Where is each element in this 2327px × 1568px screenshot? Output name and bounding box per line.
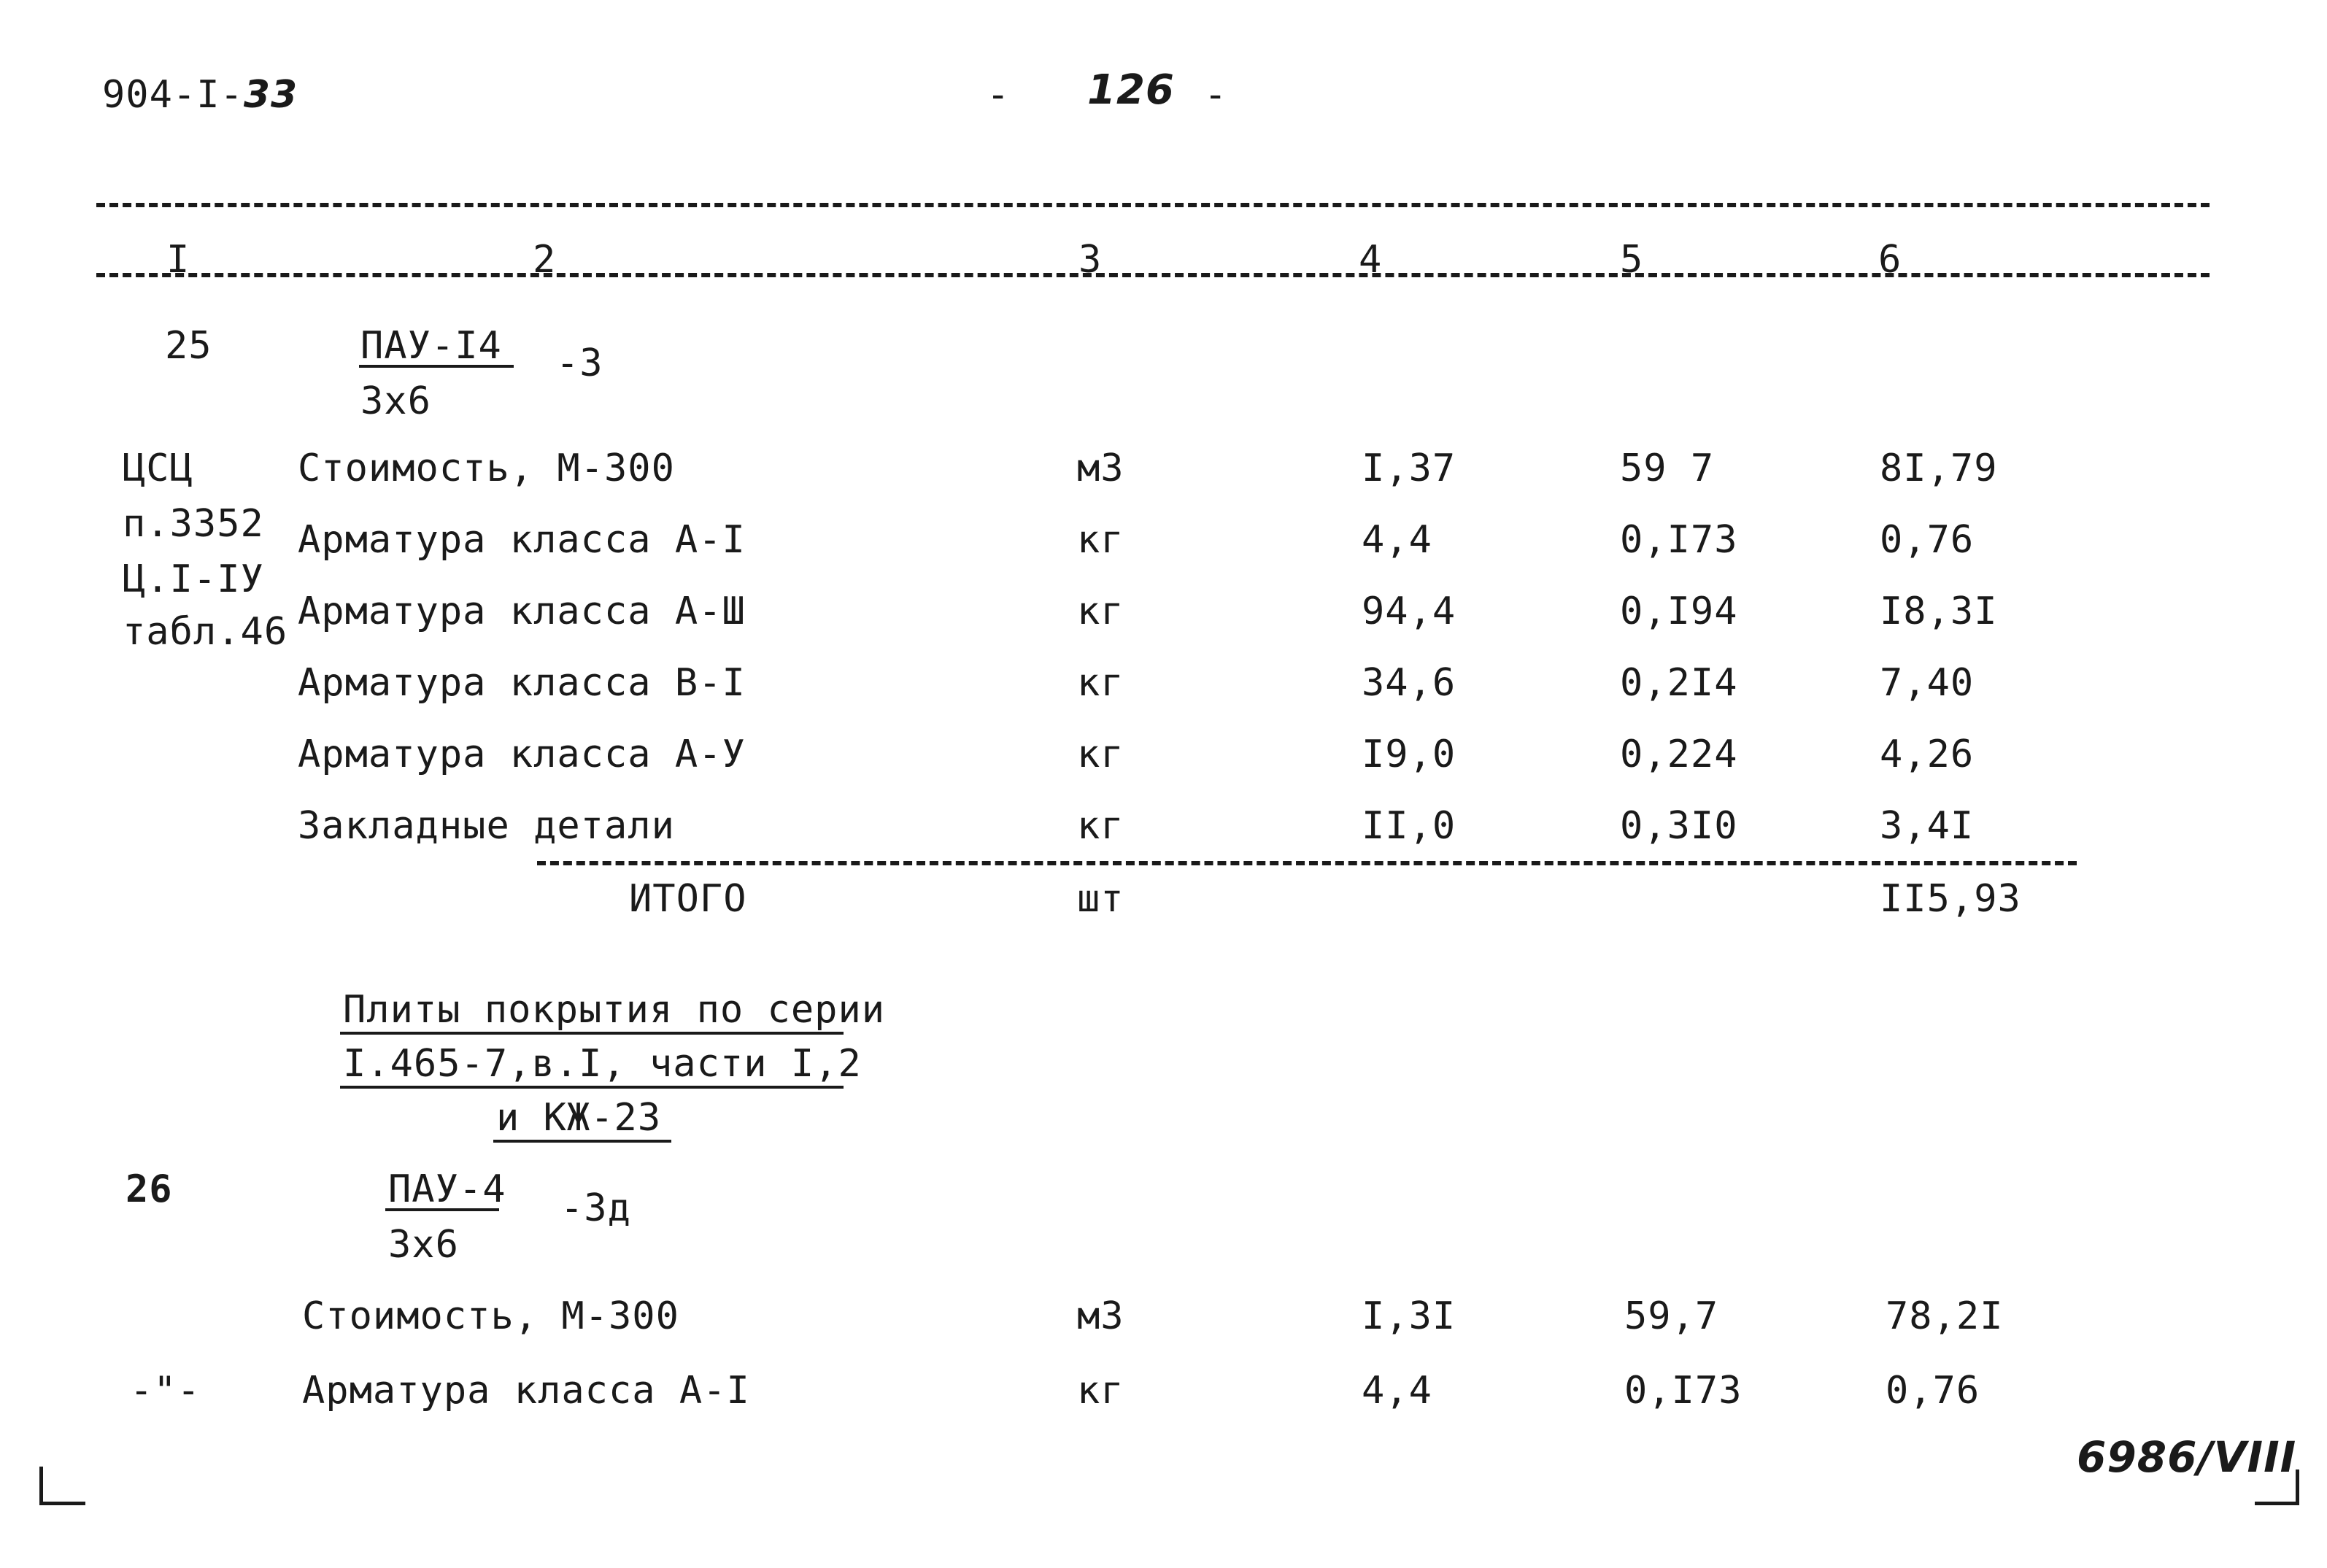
item-25-row-1-qty: I,37 [1362,447,1456,490]
item-25-row-2-unit: кг [1077,518,1124,562]
item-26-row-2-price: 0,I73 [1624,1369,1743,1413]
item-26-mark-bottom: 3х6 [388,1223,459,1267]
item-25-row-6-unit: кг [1077,804,1124,848]
archive-stamp: 6986/VIII [2077,1432,2297,1482]
item-25-total-unit: шт [1077,877,1124,921]
item-26-row-2-qty: 4,4 [1362,1369,1432,1413]
document-code-handwritten: 33 [243,73,298,117]
item-25-row-5-price: 0,224 [1620,733,1738,776]
item-26-row-1-price: 59,7 [1624,1294,1719,1338]
item-25-row-6-name: Закладные детали [298,804,675,848]
item-25-row-3-qty: 94,4 [1362,590,1456,633]
item-25-mark-suffix: -3 [556,341,603,385]
header-rule-top [96,203,2210,207]
column-header-5: 5 [1620,238,1644,282]
item-25-row-1-total: 8I,79 [1880,447,1998,490]
column-header-6: 6 [1878,238,1902,282]
item-26-ditto-mark: -"- [130,1369,201,1413]
item-25-row-2-qty: 4,4 [1362,518,1432,562]
item-25-reference-line-3: Ц.I-IУ [123,557,264,601]
section-heading-line-3: и КЖ-23 [496,1096,662,1140]
item-25-row-4-unit: кг [1077,661,1124,705]
column-header-1: I [166,238,190,282]
column-header-4: 4 [1359,238,1383,282]
item-26-number: 26 [126,1167,173,1211]
item-26-row-2-total: 0,76 [1886,1369,1980,1413]
section-heading-line-2: I.465-7,в.I, части I,2 [343,1042,862,1086]
item-25-row-4-price: 0,2I4 [1620,661,1738,705]
column-header-3: 3 [1078,238,1103,282]
document-code [102,73,298,117]
item-25-row-2-price: 0,I73 [1620,518,1738,562]
item-25-row-6-qty: II,0 [1362,804,1456,848]
section-heading-underline-3 [493,1140,671,1143]
page-number-suffix: - [1204,73,1228,117]
item-26-mark-top: ПАУ-4 [388,1167,506,1211]
item-25-row-5-unit: кг [1077,733,1124,776]
item-25-reference-line-2: п.3352 [123,502,264,546]
item-25-row-5-total: 4,26 [1880,733,1975,776]
item-25-mark-fraction-line [359,365,514,368]
subtotal-rule [537,861,2077,865]
item-25-row-4-total: 7,40 [1880,661,1975,705]
item-26-row-2-unit: кг [1077,1369,1124,1413]
item-26-row-2-name: Арматура класса А-I [302,1369,750,1413]
item-25-row-3-price: 0,I94 [1620,590,1738,633]
item-25-row-5-qty: I9,0 [1362,733,1456,776]
item-26-mark-fraction-line [385,1208,499,1211]
crop-mark-bottom-left [39,1467,85,1505]
page-number: 126 [1087,66,1175,114]
item-26-mark-suffix: -3д [560,1186,631,1230]
document-code-text: 904-I- [102,73,244,117]
crop-mark-bottom-right [2255,1469,2299,1505]
item-25-row-1-unit: м3 [1077,447,1124,490]
item-25-reference-line-1: ЦСЦ [123,447,193,490]
item-25-row-3-total: I8,3I [1880,590,1998,633]
section-heading-underline-1 [340,1032,844,1035]
item-25-row-2-total: 0,76 [1880,518,1975,562]
item-25-mark-bottom: 3х6 [360,379,431,423]
item-25-total-value: II5,93 [1880,877,2021,921]
item-25-row-2-name: Арматура класса А-I [298,518,746,562]
item-26-row-1-unit: м3 [1077,1294,1124,1338]
item-25-row-4-qty: 34,6 [1362,661,1456,705]
item-25-row-5-name: Арматура класса А-У [298,733,746,776]
item-26-row-1-total: 78,2I [1886,1294,2004,1338]
item-25-row-3-unit: кг [1077,590,1124,633]
column-header-2: 2 [533,238,557,282]
item-25-row-4-name: Арматура класса В-I [298,661,746,705]
section-heading-underline-2 [340,1086,844,1089]
item-25-row-1-price: 59 7 [1620,447,1715,490]
section-heading-line-1: Плиты покрытия по серии [343,988,886,1032]
item-25-row-6-price: 0,3I0 [1620,804,1738,848]
item-25-row-6-total: 3,4I [1880,804,1975,848]
item-25-total-label: ИТОГО [629,877,747,921]
item-26-row-1-qty: I,3I [1362,1294,1456,1338]
item-26-row-1-name: Стоимость, М-300 [302,1294,679,1338]
page-number-prefix: - [987,73,1011,117]
item-25-row-3-name: Арматура класса А-Ш [298,590,746,633]
item-25-mark-top: ПАУ-I4 [360,324,502,368]
item-25-reference-line-4: табл.46 [123,610,288,654]
item-25-number: 25 [165,324,212,368]
item-25-row-1-name: Стоимость, М-300 [298,447,675,490]
